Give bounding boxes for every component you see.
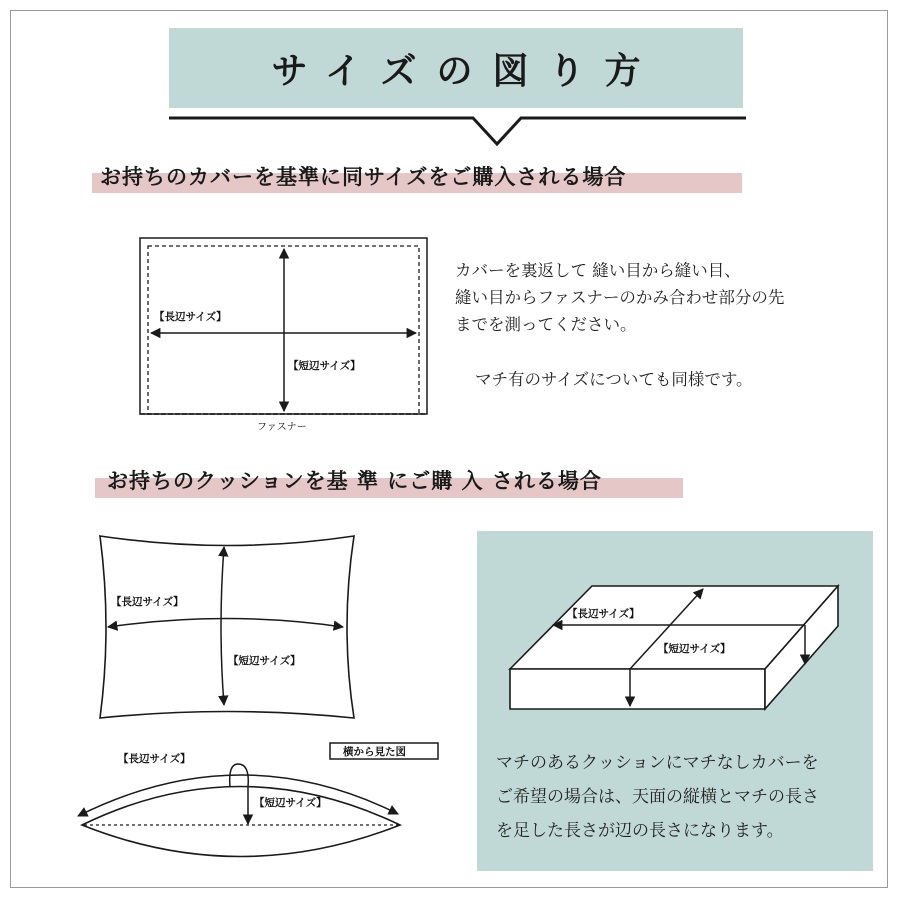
cover-short-label: 【短辺サイズ】 <box>288 360 361 372</box>
panel-line-2: ご希望の場合は、天面の縦横とマチの長さ <box>496 787 819 807</box>
box-cushion-diagram <box>510 586 838 709</box>
box-short-label: 【短辺サイズ】 <box>658 643 731 655</box>
pillow-long-label: 【長辺サイズ】 <box>111 596 184 608</box>
cover-diagram <box>140 238 427 433</box>
pillow-diagram <box>100 536 354 718</box>
zipper-label: ファスナー <box>257 422 307 433</box>
section1-note: マチ有のサイズについても同様です。 <box>475 370 753 389</box>
side-view-diagram <box>78 743 438 857</box>
description-line-3: までを測ってください。 <box>455 315 637 334</box>
side-view-badge-label: 横から見た図 <box>343 746 406 758</box>
title-underline <box>169 118 746 144</box>
pillow-short-label: 【短辺サイズ】 <box>228 655 301 667</box>
cover-long-label: 【長辺サイズ】 <box>154 311 227 323</box>
side-view-outline <box>82 787 400 857</box>
side-view-long-label: 【長辺サイズ】 <box>118 753 191 765</box>
panel-line-3: を足した長さが辺の長さになります。 <box>496 821 784 841</box>
panel-line-1: マチのあるクッションにマチなしカバーを <box>496 753 819 773</box>
page-title: サイズの図り方 <box>271 50 661 92</box>
box-front-face <box>510 669 765 709</box>
pillow-outline <box>100 536 354 718</box>
box-long-label: 【長辺サイズ】 <box>567 608 640 620</box>
side-view-short-label: 【短辺サイズ】 <box>254 797 327 809</box>
section1-heading: お持ちのカバーを基準に同サイズをご購入される場合 <box>100 165 627 189</box>
description-line-2: 縫い目からファスナーのかみ合わせ部分の先 <box>455 288 785 307</box>
description-line-1: カバーを裏返して 縫い目から縫い目、 <box>455 261 741 280</box>
section2-heading: お持ちのクッションを基 準 にご購 入 される場合 <box>107 469 602 493</box>
